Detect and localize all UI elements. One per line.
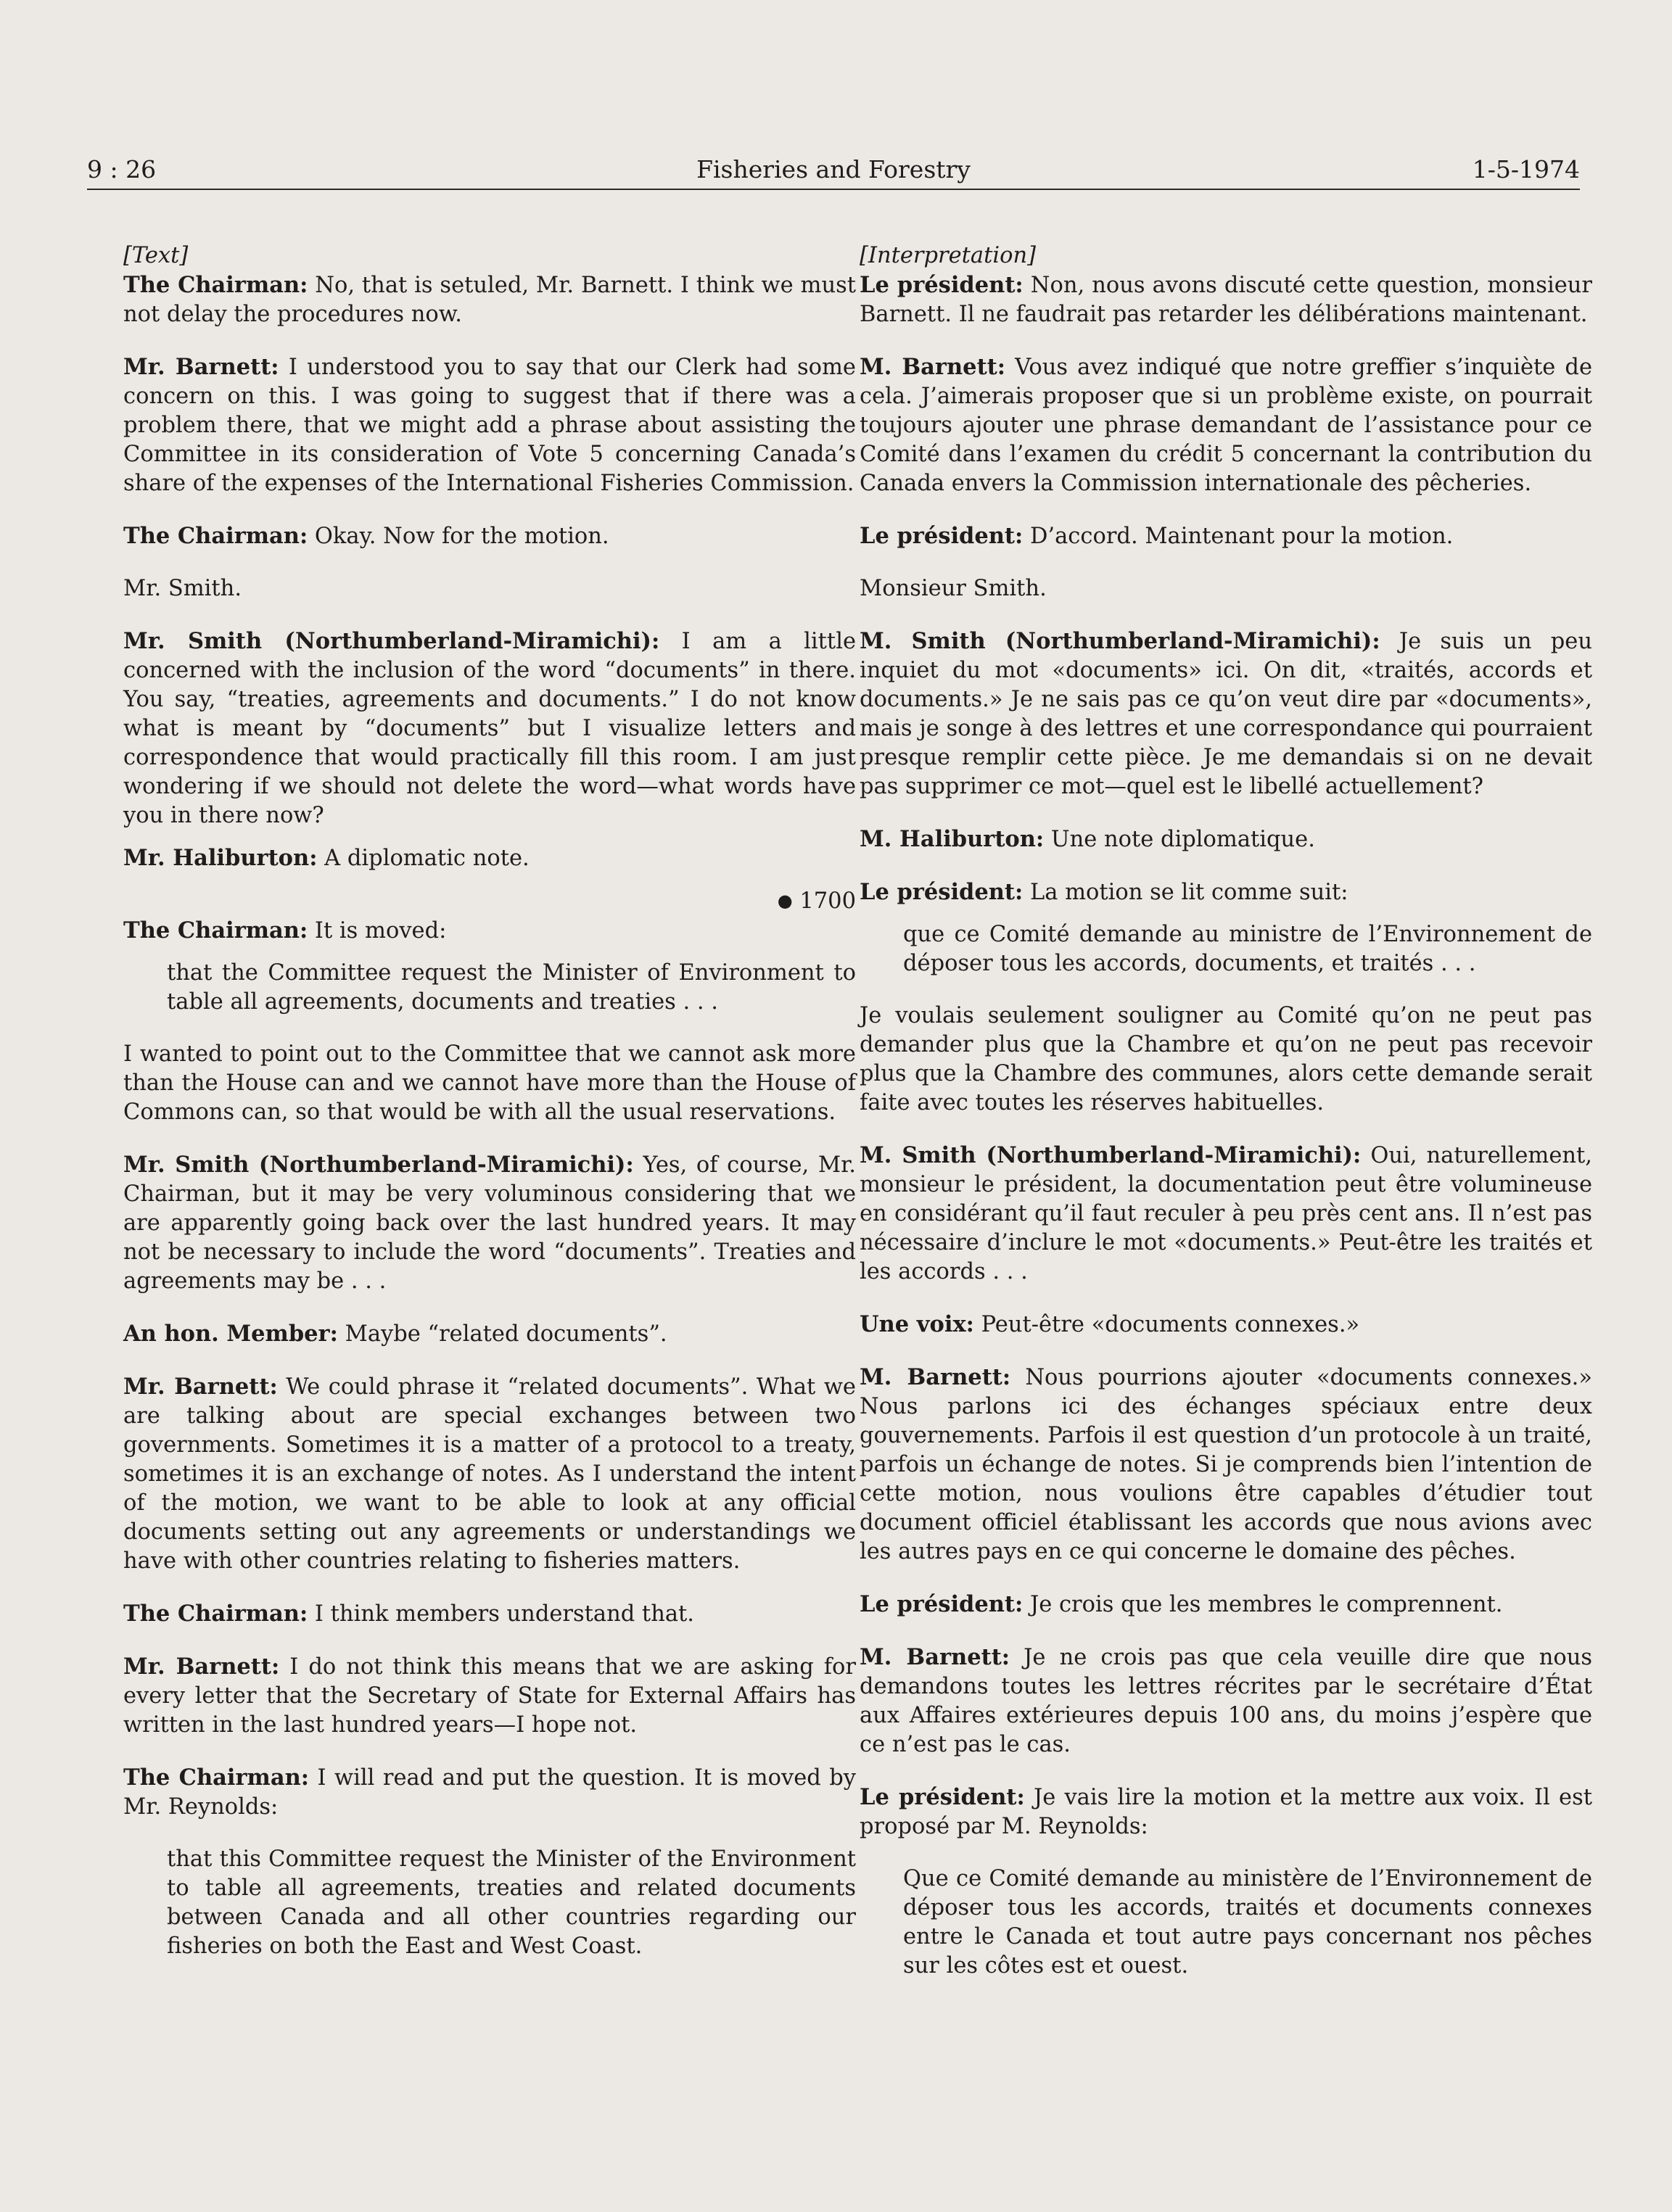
speech-text: Peut-être «documents connexes.» [973, 1312, 1360, 1337]
language-label: [Text] [123, 243, 189, 268]
speaker-name: The Chairman: [123, 917, 308, 944]
speech-text: I do not think this means that we are asking for every letter that the Secretary of State for External Affairs has written in the last hundred years—I hope not. [123, 1654, 856, 1738]
paragraph [123, 916, 856, 946]
paragraph [860, 521, 1592, 551]
speech-text: I am a little concerned with the inclusion of the word “documents” in there. You say, “treaties, agreements and documents.” I do not know what is meant by “documents” but I visualize letters and correspondence that would practically fill this room. I am just wondering if we should not delete the word—what words have you in there now? [123, 629, 856, 828]
paragraph [860, 878, 1592, 907]
speaker-name: Le président: [860, 1784, 1025, 1810]
speech-text: Une note diplomatique. [1044, 827, 1315, 852]
paragraph [860, 271, 1592, 329]
motion-quote: que ce Comité demande au ministre de l’Environnement de déposer tous les accords, documents, et traités . . . [903, 922, 1592, 976]
time-marker [123, 886, 856, 916]
speaker-name: Mr. Barnett: [123, 1374, 278, 1400]
speech-text: Maybe “related documents”. [337, 1321, 667, 1347]
paragraph [123, 1150, 856, 1296]
paragraph [123, 843, 856, 873]
paragraph [860, 1590, 1592, 1619]
speech-text: La motion se lit comme suit: [1023, 880, 1348, 905]
speaker-name: M. Barnett: [860, 1364, 1011, 1390]
speaker-name: Le président: [860, 1591, 1024, 1617]
speech-text: D’accord. Maintenant pour la motion. [1023, 524, 1454, 549]
speech-text: Je crois que les membres le comprennent. [1023, 1592, 1503, 1617]
page-number: 9 : 26 [87, 155, 157, 183]
paragraph: Monsieur Smith. [860, 576, 1047, 601]
speaker-name: M. Smith (Northumberland-Miramichi): [860, 1142, 1362, 1168]
time-marker-text: 1700 [799, 888, 856, 914]
paragraph [860, 352, 1592, 498]
english-column [123, 242, 856, 1984]
speaker-name: Le président: [860, 523, 1024, 549]
speaker-name: M. Haliburton: [860, 826, 1045, 852]
paragraph [123, 1372, 856, 1576]
speaker-name: The Chairman: [123, 1601, 308, 1627]
speaker-name: M. Barnett: [860, 354, 1006, 380]
paragraph [860, 825, 1592, 854]
paragraph [123, 1763, 856, 1822]
speech-text: Okay. Now for the motion. [308, 524, 609, 549]
french-column [860, 242, 1592, 2004]
motion-quote: Que ce Comité demande au ministère de l’Environnement de déposer tous les accords, traités et documents connexes entre le Canada et tout autre pays concernant nos pêches sur les côtes est et ouest. [903, 1866, 1592, 1978]
paragraph: Je voulais seulement souligner au Comité qu’on ne peut pas demander plus que la Chambre et qu’on ne peut pas recevoir plus que la Chambre des communes, alors cette demande serait faite avec toutes les réserves habituelles. [860, 1003, 1592, 1115]
speech-text: We could phrase it “related documents”. What we are talking about are special exchanges between two governments. Sometimes it is a matter of a protocol to a treaty, sometimes it is an exchange of notes. As I understand the intent of the motion, we want to be able to look at any official documents setting out any agreements or understandings we have with other countries relating to fisheries matters. [123, 1374, 856, 1574]
paragraph [123, 521, 856, 551]
paragraph [860, 1141, 1592, 1287]
speaker-name: An hon. Member: [123, 1321, 338, 1347]
speech-text: No, that is setuled, Mr. Barnett. I think we must not delay the procedures now. [123, 273, 856, 327]
speech-text: Non, nous avons discuté cette question, monsieur Barnett. Il ne faudrait pas retarder les délibérations maintenant. [860, 273, 1592, 327]
speaker-name: Le président: [860, 272, 1024, 298]
paragraph [860, 1783, 1592, 1841]
speech-text: I will read and put the question. It is moved by Mr. Reynolds: [123, 1765, 857, 1820]
paragraph [123, 1652, 856, 1740]
paragraph: I wanted to point out to the Committee that we cannot ask more than the House can and we cannot have more than the House of Commons can, so that would be with all the usual reservations. [123, 1041, 856, 1125]
speech-text: I think members understand that. [308, 1601, 694, 1627]
speech-text: A diplomatic note. [317, 846, 530, 871]
speaker-name: Mr. Smith (Northumberland-Miramichi): [123, 1152, 634, 1178]
page-title: Fisheries and Forestry [696, 155, 971, 183]
paragraph [123, 1599, 856, 1629]
paragraph [123, 271, 856, 329]
speech-text: Je suis un peu inquiet du mot «documents» ici. On dit, «traités, accords et documents.» Je ne sais pas ce qu’on veut dire par «documents», mais je songe à des lettres et une correspondance qui pourraient presque remplir cette pièce. Je me demandais si on ne devait pas supprimer ce mot—quel est le libellé actuellement? [860, 629, 1592, 799]
paragraph [860, 627, 1592, 801]
motion-quote: that this Committee request the Minister of the Environment to table all agreements, treaties and related documents between Canada and all other countries regarding our fisheries on both the East and West Coast. [167, 1846, 856, 1959]
speaker-name: Mr. Smith (Northumberland-Miramichi): [123, 628, 660, 654]
speech-text: I understood you to say that our Clerk had some concern on this. I was going to suggest that if there was a problem there, that we might add a phrase about assisting the Committee in its consideration of Vote 5 concerning Canada’s share of the expenses of the International Fisheries Commission. [123, 355, 856, 496]
speaker-name: M. Smith (Northumberland-Miramichi): [860, 628, 1380, 654]
speech-text: It is moved: [308, 918, 447, 944]
speech-text: Yes, of course, Mr. Chairman, but it may be very voluminous considering that we are apparently going back over the last hundred years. It may not be necessary to include the word “documents”. Treaties and agreements may be . . . [123, 1152, 856, 1294]
page-date: 1-5-1974 [1472, 155, 1580, 183]
speech-text: Nous pourrions ajouter «documents connexes.» Nous parlons ici des échanges spéciaux entre deux gouvernements. Parfois il est question d’un protocole à un traité, parfois un échange de notes. Si je comprends bien l’intention de cette motion, nous voulions être capables d’étudier tout document officiel établissant les accords que nous avions avec les autres pays en ce qui concerne le domaine des pêches. [860, 1365, 1592, 1564]
speaker-name: The Chairman: [123, 272, 308, 298]
speaker-name: Mr. Barnett: [123, 354, 279, 380]
paragraph [860, 1310, 1592, 1340]
motion-quote: that the Committee request the Minister of Environment to table all agreements, documents and treaties . . . [167, 960, 856, 1015]
page-header [87, 154, 1580, 190]
paragraph [860, 1643, 1592, 1759]
bullet-icon: ● [777, 891, 793, 911]
speech-text: Oui, naturellement, monsieur le président, la documentation peut être volumineuse en considérant qu’il faut reculer à peu près cent ans. Il n’est pas nécessaire d’inclure le mot «documents.» Peut-être les traités et les accords . . . [860, 1143, 1592, 1284]
paragraph [123, 1319, 856, 1349]
paragraph: Mr. Smith. [123, 576, 242, 601]
speech-text: Je ne crois pas que cela veuille dire que nous demandons toutes les lettres récrites par le secrétaire d’État aux Affaires extérieures depuis 100 ans, du moins j’espère que ce n’est pas le cas. [860, 1645, 1593, 1757]
speech-text: Vous avez indiqué que notre greffier s’inquiète de cela. J’aimerais proposer que si un problème existe, on pourrait toujours ajouter une phrase demandant de l’assistance pour ce Comité dans l’examen du crédit 5 concernant la contribution du Canada envers la Commission internationale des pêcheries. [860, 355, 1592, 496]
paragraph [123, 627, 856, 830]
language-label: [Interpretation] [860, 243, 1036, 268]
speaker-name: Mr. Barnett: [123, 1654, 280, 1680]
paragraph [123, 352, 856, 498]
speaker-name: M. Barnett: [860, 1644, 1010, 1670]
speaker-name: The Chairman: [123, 523, 308, 549]
paragraph [860, 1363, 1592, 1567]
speaker-name: Le président: [860, 879, 1024, 905]
speaker-name: Mr. Haliburton: [123, 845, 318, 871]
speaker-name: The Chairman: [123, 1765, 310, 1791]
speech-text: Je vais lire la motion et la mettre aux voix. Il est proposé par M. Reynolds: [860, 1785, 1592, 1839]
speaker-name: Une voix: [860, 1311, 974, 1337]
